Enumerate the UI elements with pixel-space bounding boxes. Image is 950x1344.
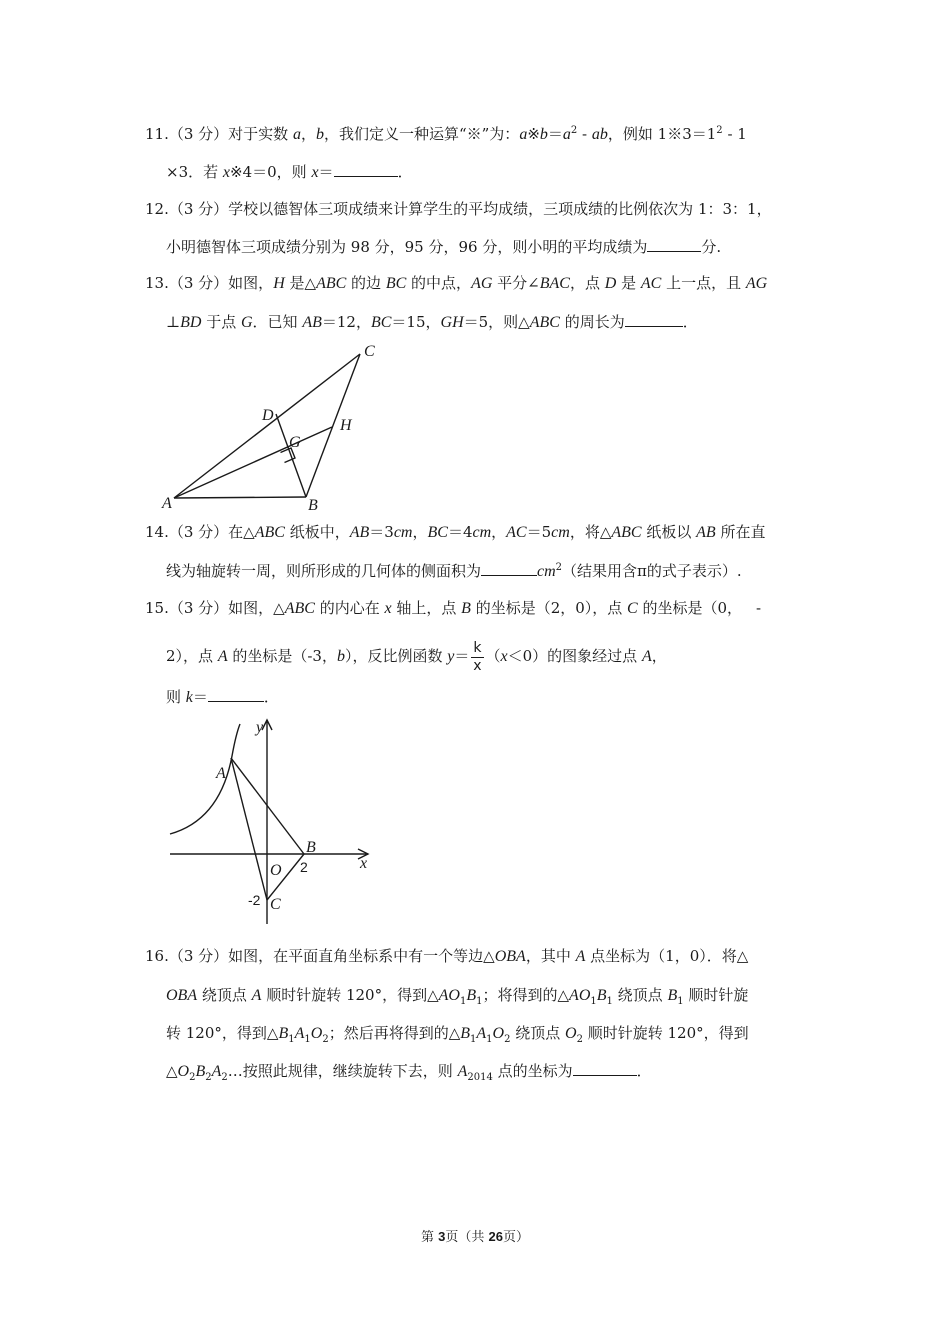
- page-footer: 第 3页（共 26页）: [421, 1229, 529, 1245]
- q15-line3: 则 k＝ ．: [166, 688, 279, 706]
- q12-line2: 小明德智体三项成绩分别为 98 分，95 分，96 分，则小明的平均成绩为 分.: [166, 238, 722, 256]
- label-2: 2: [300, 859, 308, 875]
- q14-line2: 线为轴旋转一周，则所形成的几何体的侧面积为 $cm^2$（结果用含π的式子表示）.: [166, 562, 742, 580]
- label-x: x: [360, 855, 368, 872]
- answer-blank-13[interactable]: [625, 311, 683, 327]
- q11-line1: 11.（3 分）对于实数 a，b，我们定义一种运算“※”为：$a※b=a^2$ ‐ ab，例如 $1※3=1^2$ ‐ 1: [145, 125, 747, 143]
- segment-AC: [231, 758, 267, 900]
- q13-line1: 13.（3 分）如图，H 是△ABC 的边 BC 的中点，AG 平分∠BAC，点 D 是 AC 上一点，且 AG: [145, 274, 768, 292]
- q16-line3: 转 120°，得到$\triangle B_1A_1O_2$；然后再将得到的$\triangle B_1A_1O_2$ 绕顶点 $O_2$ 顺时针旋转 120°，得到: [166, 1024, 749, 1045]
- label-G: G: [289, 434, 301, 451]
- q12-line1: 12.（3 分）学校以德智体三项成绩来计算学生的平均成绩，三项成绩的比例依次为 1：3：1，: [145, 200, 772, 218]
- label-H: H: [340, 417, 352, 434]
- segment-AB: [174, 497, 306, 498]
- q16-line4: $\triangle O_2B_2A_2\dots$按照此规律，继续旋转下去，则 $A_{2014}$ 点的坐标为 ．: [166, 1062, 652, 1083]
- q14-line1: 14.（3 分）在△ABC 纸板中，AB＝3cm，BC＝4cm，AC＝5cm，将△ABC 纸板以 AB 所在直: [145, 523, 766, 541]
- label-B: B: [308, 497, 318, 514]
- q15-coordinate-figure: [160, 712, 380, 932]
- q16-line2: OBA 绕顶点 A 顺时针旋转 120°，得到$\triangle AO_1B_1$；将得到的$\triangle AO_1B_1$ 绕顶点 $B_1$ 顺时针旋: [166, 986, 749, 1007]
- label-O: O: [270, 862, 282, 879]
- answer-blank-11[interactable]: [334, 161, 398, 177]
- q11-line2: ×3．若 x※4＝0，则 x＝ ．: [166, 163, 413, 181]
- fraction-k-over-x: $\frac{k}{x}$: [473, 639, 482, 674]
- hyperbola-curve: [170, 724, 240, 834]
- q15-line1: 15.（3 分）如图，△ABC 的内心在 x 轴上，点 B 的坐标是（2，0），点 C 的坐标是（0， ‐: [145, 599, 762, 617]
- answer-blank-16[interactable]: [573, 1060, 637, 1076]
- segment-BD: [276, 414, 306, 497]
- answer-blank-14[interactable]: [481, 560, 537, 576]
- q13-triangle-figure: [160, 340, 390, 515]
- label-neg2: -2: [248, 892, 261, 908]
- answer-blank-15[interactable]: [208, 686, 264, 702]
- label-A: A: [162, 495, 172, 512]
- q13-line2: ⊥BD 于点 G．已知 AB＝12，BC＝15，GH＝5，则△ABC 的周长为 ．: [166, 313, 698, 331]
- label-D: D: [262, 407, 274, 424]
- label-y: y: [256, 719, 264, 736]
- q15-line2: 2），点 A 的坐标是（‐3，b），反比例函数 y＝ $\frac{k}{x}$ （x＜0）的图象经过点 A，: [166, 639, 667, 674]
- label-C: C: [270, 896, 281, 913]
- q16-line1: 16.（3 分）如图，在平面直角坐标系中有一个等边△OBA，其中 A 点坐标为（1，0）．将△: [145, 947, 749, 965]
- label-C: C: [364, 343, 375, 360]
- answer-blank-12[interactable]: [647, 236, 701, 252]
- label-A: A: [216, 765, 226, 782]
- label-B: B: [306, 839, 316, 856]
